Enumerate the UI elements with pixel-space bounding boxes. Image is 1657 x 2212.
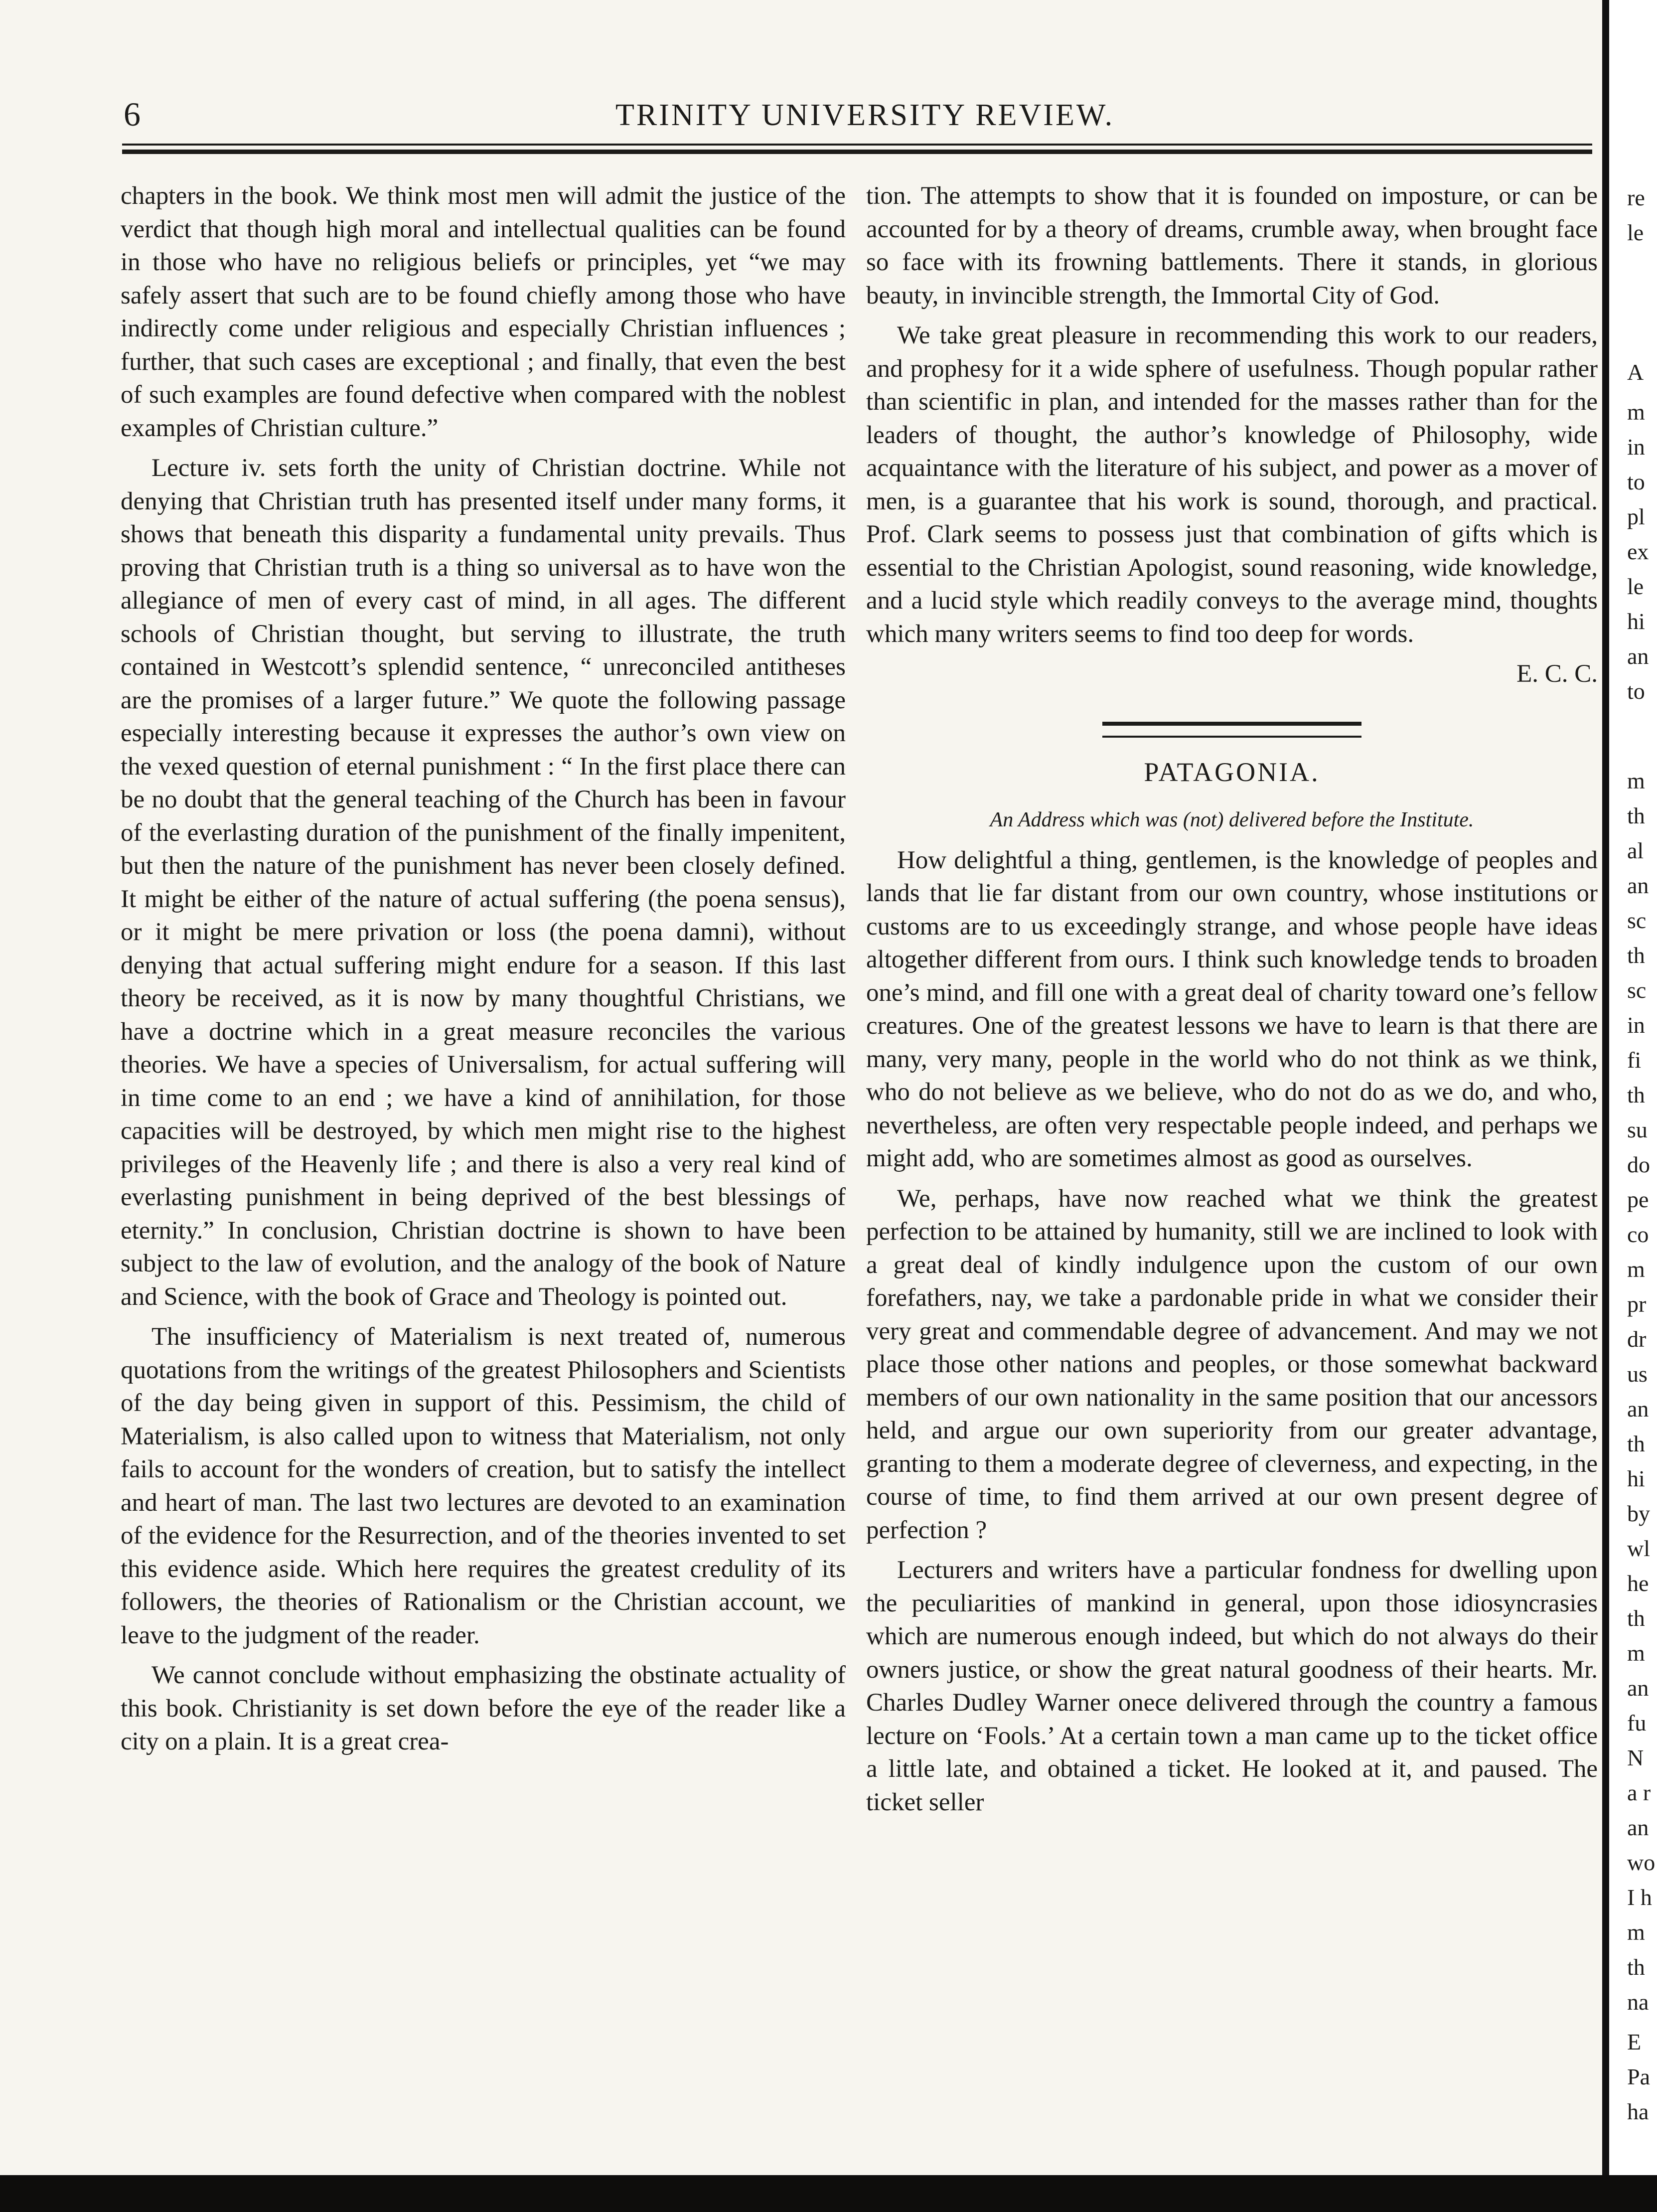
adjacent-page-fragment: hi: [1627, 1466, 1645, 1491]
adjacent-page-fragment: an: [1627, 1396, 1649, 1422]
adjacent-page-fragment: m: [1627, 768, 1645, 793]
adjacent-page-fragment: th: [1627, 1605, 1645, 1631]
review-paragraph-1: tion. The attempts to show that it is founded on imposture, or can be accounted for by a theory of dreams, crumble away, when brought face so face with its frowning battlements. There it stands, in glorious beauty, in invincible strength, the Immortal City of God.: [866, 182, 1598, 310]
adjacent-page-fragment: in: [1627, 1012, 1645, 1038]
adjacent-page-fragment: le: [1627, 574, 1644, 599]
left-paragraph-1: chapters in the book. We think most men will admit the justice of the verdict that though high moral and intellectual qualities can be found in those who have no religious beliefs or principles, yet “we may safely assert that such are to be found chiefly among those who have indirectly come under religious and especially Christian influences ; further, that such cases are exceptional ; and finally, that even the best of such examples are found defective when compared with the noblest examples of Christian culture.”: [121, 182, 846, 442]
adjacent-page-fragment: ha: [1627, 2099, 1649, 2124]
adjacent-page-fragment: le: [1627, 220, 1644, 245]
adjacent-page-fragment: al: [1627, 838, 1644, 863]
right-column: [866, 179, 1598, 1826]
adjacent-page-fragment: th: [1627, 1431, 1645, 1456]
section-separator: [1102, 722, 1361, 738]
adjacent-page-fragment: to: [1627, 469, 1645, 494]
left-paragraph-4: We cannot conclude without emphasizing the obstinate actuality of this book. Christianity is set down before the eye of the reader like a city on a plain. It is a great crea-: [121, 1661, 846, 1755]
adjacent-page-fragment: fi: [1627, 1047, 1642, 1073]
adjacent-page-fragment: pl: [1627, 504, 1645, 529]
review-signature: E. C. C.: [1516, 660, 1598, 688]
left-paragraph-2: Lecture iv. sets forth the unity of Christian doctrine. While not denying that Christian truth has presented itself under many forms, it shows that beneath this disparity a fundamental unity prevails. Thus proving that Christian truth is a thing so universal as to have won the allegiance of men of every cast of mind, in all ages. The different schools of Christian thought, but serving to illustrate, the truth contained in Westcott’s splendid sentence, “ unreconciled antitheses are the promises of a larger future.” We quote the following passage especially interesting because it expresses the author’s own view on the vexed question of eternal punishment : “ In the first place there can be no doubt that the general teaching of the Church has been in favour of the everlasting duration of the punishment of the finally impenitent, but then the nature of the punishment has never been closely defined. It might be either of the nature of actual suffering (the poena sensus), or it might be mere privation or loss (the poena damni), without denying that actual suffering might endure for a season. If this last theory be received, as it is now by many thoughtful Christians, we have a doctrine which in a great measure reconciles the various theories. We have a species of Universalism, for actual suffering will in time come to an end ; we have a kind of annihilation, for those capacities will be destroyed, by which men might rise to the highest privileges of the Heavenly life ; and there is also a very real kind of everlasting punishment in being deprived of the best blessings of eternity.” In conclusion, Christian doctrine is shown to have been subject to the law of evolution, and the analogy of the book of Nature and Science, with the book of Grace and Theology is pointed out.: [121, 454, 846, 1311]
adjacent-page-fragment: Pa: [1627, 2064, 1650, 2089]
article-paragraph-1: How delightful a thing, gentlemen, is the knowledge of peoples and lands that lie far distant from our own country, whose institutions or customs are to us exceedingly strange, and whose people have ideas altogether different from ours. I think such knowledge tends to broaden one’s mind, and fill one with a great deal of charity toward one’s fellow creatures. One of the greatest lessons we have to learn is that there are many, very many, people in the world who do not think as we think, who do not believe as we believe, who do not do as we do, and who, nevertheless, are often very respectable people indeed, and perhaps we might add, who are sometimes almost as good as ourselves.: [866, 846, 1598, 1172]
adjacent-page-fragment: hi: [1627, 609, 1645, 634]
article-paragraph-2: We, perhaps, have now reached what we think the greatest perfection to be attained by humanity, still we are inclined to look with a great deal of kindly indulgence upon the custom of our own forefathers, nay, we take a pardonable pride in what we consider their very great and commendable degree of advancement. And may we not place those other nations and peoples, or those somewhat backward members of our own nationality in the same position that our ancessors held, and argue our own superiority from our greater advantage, granting to them a moderate degree of cleverness, and expecting, in the course of time, to find them arrived at our own present degree of perfection ?: [866, 1184, 1598, 1544]
adjacent-page-fragment: us: [1627, 1361, 1648, 1387]
page-number: 6: [124, 95, 141, 133]
adjacent-page-fragment: wl: [1627, 1536, 1650, 1561]
adjacent-page-fragment: an: [1627, 1675, 1649, 1701]
adjacent-page-fragment: he: [1627, 1571, 1649, 1596]
adjacent-page-fragment: co: [1627, 1222, 1649, 1247]
adjacent-page-fragment: a r: [1627, 1780, 1651, 1805]
adjacent-page-fragment: ex: [1627, 539, 1649, 564]
left-column: [121, 179, 846, 1765]
adjacent-page-fragment: na: [1627, 1989, 1649, 2015]
article-paragraph-3: Lecturers and writers have a particular fondness for dwelling upon the peculiarities of mankind in general, upon those idiosyncrasies which are numerous enough indeed, but which do not always do their owners justice, or show the great natural goodness of their hearts. Mr. Charles Dudley Warner onece delivered through the country a famous lecture on ‘Fools.’ At a certain town a man came up to the ticket office a little late, and obtained a ticket. He looked at it, and paused. The ticket seller: [866, 1556, 1598, 1816]
article-subtitle: An Address which was (not) delivered before the Institute.: [990, 808, 1474, 831]
adjacent-page-fragment: dr: [1627, 1326, 1647, 1352]
adjacent-page-fragment: m: [1627, 1640, 1645, 1666]
adjacent-page-fragment: do: [1627, 1152, 1650, 1177]
adjacent-page-fragment: re: [1627, 185, 1645, 210]
adjacent-page-fragment: pr: [1627, 1291, 1647, 1317]
adjacent-page-fragment: m: [1627, 1919, 1645, 1945]
adjacent-page-fragment: fu: [1627, 1710, 1647, 1736]
adjacent-page-edge: [1602, 0, 1657, 2212]
adjacent-page-fragment: an: [1627, 873, 1649, 898]
adjacent-page-fragment: m: [1627, 399, 1645, 425]
review-paragraph-2: We take great pleasure in recommending this work to our readers, and prophesy for it a wide sphere of usefulness. Though popular rather than scientific in plan, and intended for the masses rather than for the leaders of thought, the author’s knowledge of Philosophy, wide acquaintance with the literature of his subject, and power as a mover of men, is a guarantee that his work is sound, thorough, and practical. Prof. Clark seems to possess just that combination of gifts which is essential to the Christian Apologist, sound reasoning, wide knowledge, and a lucid style which readily conveys to the average mind, thoughts which many writers seems to find too deep for words.: [866, 321, 1598, 648]
left-paragraph-3: The insufficiency of Materialism is next treated of, numerous quotations from the writings of the greatest Philosophers and Scientists of the day being given in support of this. Pessimism, the child of Materialism, is also called upon to witness that Materialism, not only fails to account for the wonders of creation, but to satisfy the intellect and heart of man. The last two lectures are devoted to an examination of the evidence for the Resurrection, and of the theories invented to set this evidence aside. Which here requires the greatest credulity of its followers, the theories of Rationalism or the Christian account, we leave to the judgment of the reader.: [121, 1323, 846, 1649]
adjacent-page-fragment: th: [1627, 1954, 1645, 1980]
adjacent-page-fragment: an: [1627, 1815, 1649, 1840]
article-title: PATAGONIA.: [1144, 757, 1320, 787]
header-rule-thick: [122, 150, 1592, 154]
adjacent-page-fragment: by: [1627, 1501, 1650, 1526]
adjacent-page-fragment: N: [1627, 1745, 1644, 1770]
adjacent-page-fragment: th: [1627, 943, 1645, 968]
header-rule-thin: [122, 144, 1592, 146]
adjacent-page-fragment: m: [1627, 1257, 1645, 1282]
adjacent-page-fragment: th: [1627, 803, 1645, 828]
running-title: TRINITY UNIVERSITY REVIEW.: [615, 98, 1115, 132]
adjacent-page-fragment: pe: [1627, 1187, 1649, 1212]
adjacent-page-fragment: su: [1627, 1117, 1648, 1142]
adjacent-page-fragment: th: [1627, 1082, 1645, 1107]
adjacent-page-fragment: A: [1627, 359, 1644, 385]
adjacent-page-fragment: I h: [1627, 1885, 1652, 1910]
scan-bottom-edge: [0, 2175, 1657, 2212]
adjacent-page-fragment: E: [1627, 2029, 1642, 2054]
adjacent-page-fragment: in: [1627, 434, 1645, 460]
adjacent-page-fragment: to: [1627, 678, 1645, 704]
adjacent-page-fragment: sc: [1627, 977, 1647, 1003]
adjacent-page-fragment: wo: [1627, 1850, 1656, 1875]
adjacent-page-fragment: sc: [1627, 908, 1647, 933]
adjacent-page-fragment: an: [1627, 643, 1649, 669]
